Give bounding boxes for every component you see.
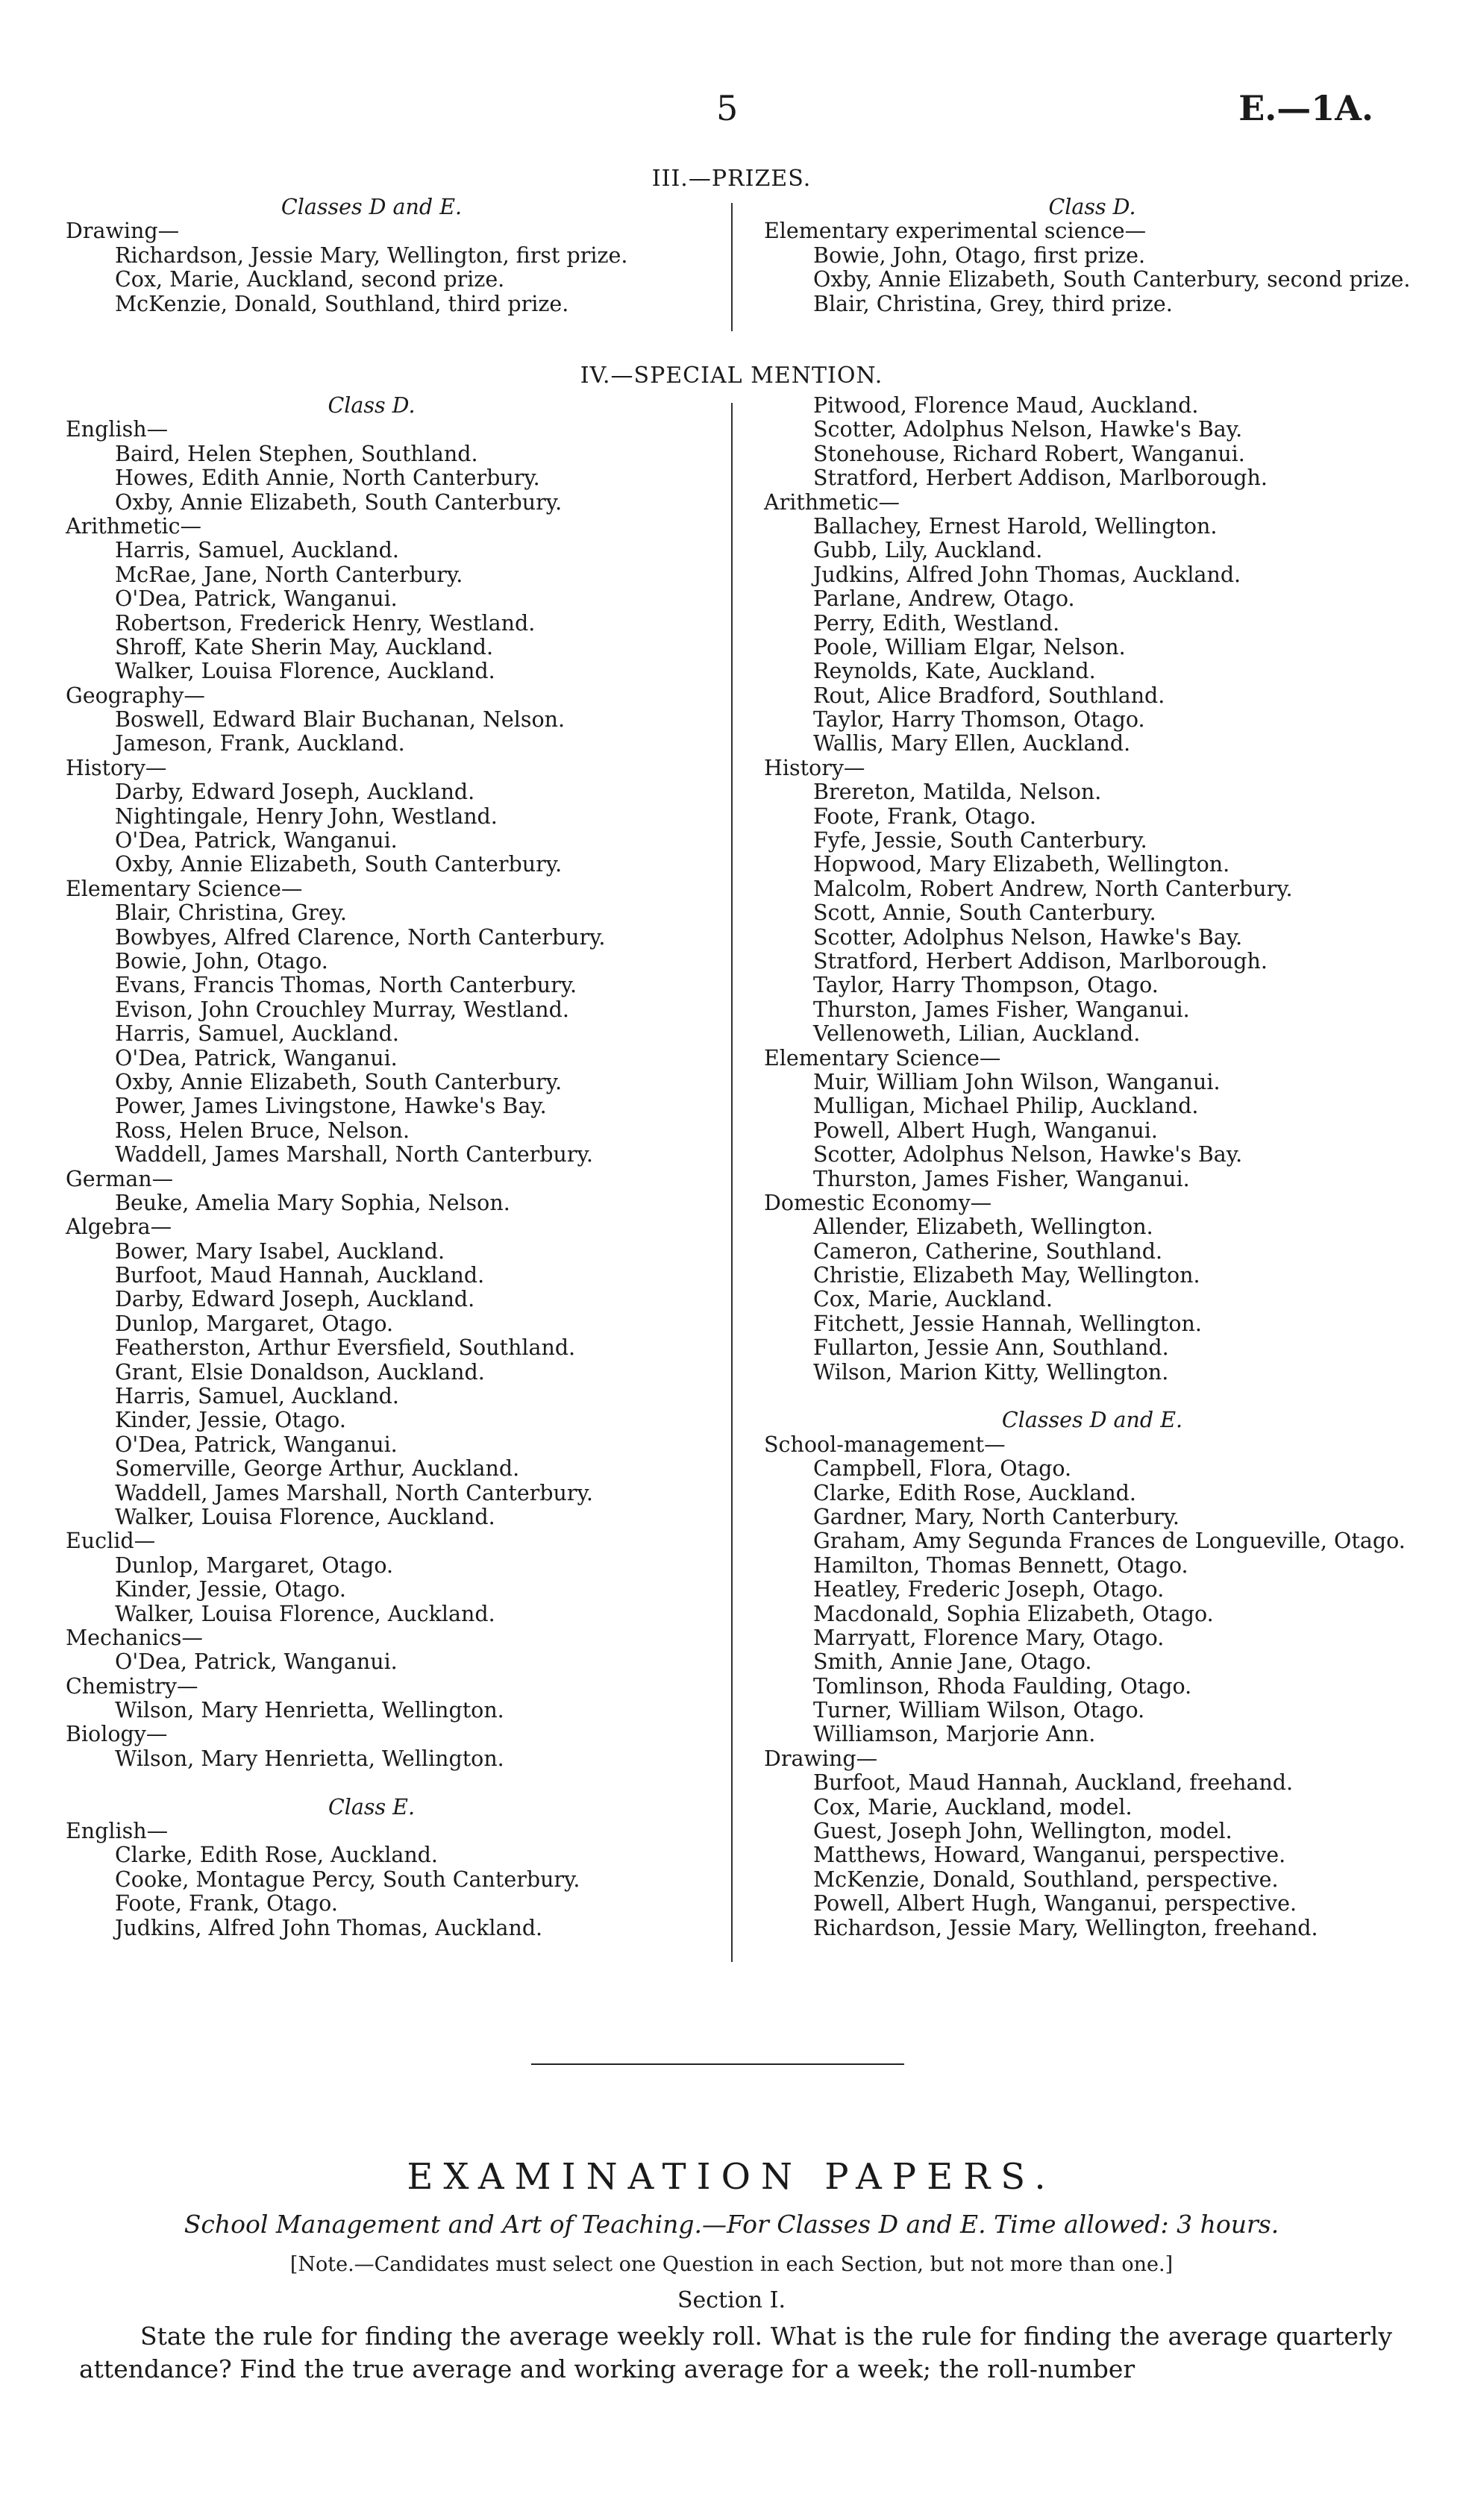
name-entry: Walker, Louisa Florence, Auckland. [115, 659, 495, 684]
spacer [66, 1771, 677, 1795]
subject-heading: Geography— [66, 683, 205, 708]
name-entry: Heatley, Frederic Joseph, Otago. [813, 1577, 1165, 1602]
name-entry: Poole, William Elgar, Nelson. [813, 634, 1126, 659]
subject-heading: School-management— [764, 1432, 1006, 1457]
name-entry: Powell, Albert Hugh, Wanganui. [813, 1118, 1158, 1143]
name-entry: Macdonald, Sophia Elizabeth, Otago. [813, 1601, 1214, 1626]
exam-section-heading: Section I. [677, 2287, 786, 2313]
name-entry: Oxby, Annie Elizabeth, South Canterbury. [115, 489, 563, 515]
name-entry: Tomlinson, Rhoda Faulding, Otago. [813, 1673, 1192, 1699]
name-entry: Robertson, Frederick Henry, Westland. [115, 610, 536, 636]
name-entry: Judkins, Alfred John Thomas, Auckland. [813, 562, 1241, 587]
name-entry: O'Dea, Patrick, Wanganui. [115, 1045, 398, 1071]
name-entry: Shroff, Kate Sherin May, Auckland. [115, 634, 494, 659]
name-entry: Foote, Frank, Otago. [115, 1891, 338, 1916]
name-entry: Ross, Helen Bruce, Nelson. [115, 1118, 410, 1143]
name-entry: Taylor, Harry Thompson, Otago. [813, 973, 1159, 998]
subject-heading: Biology— [66, 1722, 168, 1747]
subject-heading: English— [66, 417, 169, 442]
exam-question-paragraph [79, 2320, 1392, 2386]
name-entry: Wilson, Marion Kitty, Wellington. [813, 1359, 1169, 1385]
name-entry: Cox, Marie, Auckland. [813, 1287, 1053, 1312]
name-entry: Richardson, Jessie Mary, Wellington, freehand. [813, 1915, 1318, 1940]
name-entry: Cox, Marie, Auckland, model. [813, 1794, 1133, 1820]
name-entry: Rout, Alice Bradford, Southland. [813, 683, 1165, 708]
name-entry: Graham, Amy Segunda Frances de Longueville, Otago. [813, 1529, 1406, 1554]
name-entry: Gardner, Mary, North Canterbury. [813, 1504, 1180, 1529]
name-entry: Boswell, Edward Blair Buchanan, Nelson. [115, 707, 566, 733]
name-entry: Cameron, Catherine, Southland. [813, 1238, 1163, 1264]
name-entry: Stonehouse, Richard Robert, Wanganui. [813, 441, 1245, 466]
page-number: 5 [716, 88, 739, 128]
name-entry: Somerville, George Arthur, Auckland. [115, 1456, 520, 1482]
name-entry: Matthews, Howard, Wanganui, perspective. [813, 1843, 1286, 1868]
class-heading: Class D. [1048, 195, 1136, 219]
name-entry: O'Dea, Patrick, Wanganui. [115, 1649, 398, 1675]
name-entry: Hopwood, Mary Elizabeth, Wellington. [813, 852, 1230, 877]
exam-question-text: State the rule for finding the average weekly roll. What is the rule for finding the average quarterly attendance? Find the true average and working average for a week; the roll-number [79, 2322, 1392, 2383]
name-entry: Parlane, Andrew, Otago. [813, 586, 1075, 612]
subject-heading: Chemistry— [66, 1673, 198, 1699]
prizes-right-column [764, 195, 1420, 316]
name-entry: Muir, William John Wilson, Wanganui. [813, 1069, 1221, 1094]
name-entry: Harris, Samuel, Auckland. [115, 538, 399, 563]
exam-subtitle: School Management and Art of Teaching.—For Classes D and E. Time allowed: 3 hours. [184, 2210, 1279, 2239]
name-entry: Perry, Edith, Westland. [813, 610, 1060, 636]
special-mention-divider [731, 403, 733, 1962]
name-entry: Scott, Annie, South Canterbury. [813, 900, 1156, 926]
name-entry: Foote, Frank, Otago. [813, 803, 1036, 829]
name-entry: Waddell, James Marshall, North Canterbury. [115, 1142, 593, 1167]
special-mention-heading: IV.—SPECIAL MENTION. [580, 363, 883, 389]
name-entry: Williamson, Marjorie Ann. [813, 1722, 1096, 1747]
name-entry: Darby, Edward Joseph, Auckland. [115, 780, 475, 805]
name-entry: Ballachey, Ernest Harold, Wellington. [813, 513, 1218, 539]
name-entry: Thurston, James Fisher, Wanganui. [813, 1166, 1190, 1191]
name-entry: Evison, John Crouchley Murray, Westland. [115, 997, 569, 1022]
name-entry: Taylor, Harry Thomson, Otago. [813, 707, 1145, 733]
name-entry: O'Dea, Patrick, Wanganui. [115, 586, 398, 612]
name-entry: Turner, William Wilson, Otago. [813, 1698, 1145, 1723]
subject-heading: History— [764, 755, 865, 780]
name-entry: Wallis, Mary Ellen, Auckland. [813, 731, 1131, 756]
name-entry: Fitchett, Jessie Hannah, Wellington. [813, 1311, 1202, 1336]
class-heading: Classes D and E. [281, 195, 463, 219]
name-entry: Richardson, Jessie Mary, Wellington, first prize. [115, 242, 628, 268]
name-entry: Bower, Mary Isabel, Auckland. [115, 1238, 445, 1264]
name-entry: Clarke, Edith Rose, Auckland. [813, 1480, 1136, 1505]
name-entry: Pitwood, Florence Maud, Auckland. [813, 393, 1199, 418]
name-entry: Darby, Edward Joseph, Auckland. [115, 1287, 475, 1312]
subject-heading: History— [66, 755, 167, 780]
subject-heading: Drawing— [66, 219, 180, 244]
name-entry: Cox, Marie, Auckland, second prize. [115, 267, 505, 292]
section-rule [531, 2063, 904, 2065]
name-entry: McRae, Jane, North Canterbury. [115, 562, 463, 587]
subject-heading: Elementary experimental science— [764, 219, 1147, 244]
subject-heading: German— [66, 1166, 174, 1191]
name-entry: Cooke, Montague Percy, South Canterbury. [115, 1867, 580, 1892]
name-entry: Gubb, Lily, Auckland. [813, 538, 1043, 563]
name-entry: Smith, Annie Jane, Otago. [813, 1649, 1092, 1675]
subject-heading: Euclid— [66, 1529, 156, 1554]
name-entry: Blair, Christina, Grey, third prize. [813, 291, 1173, 316]
subject-heading: Domestic Economy— [764, 1190, 992, 1215]
name-entry: Kinder, Jessie, Otago. [115, 1577, 346, 1602]
document-reference: E.—1A. [1238, 88, 1373, 128]
class-heading: Class E. [328, 1794, 416, 1820]
name-entry: Howes, Edith Annie, North Canterbury. [115, 466, 540, 491]
name-entry: Walker, Louisa Florence, Auckland. [115, 1601, 495, 1626]
name-entry: Harris, Samuel, Auckland. [115, 1384, 399, 1409]
name-entry: Waddell, James Marshall, North Canterbury. [115, 1480, 593, 1505]
prizes-divider [731, 203, 733, 331]
name-entry: Guest, Joseph John, Wellington, model. [813, 1819, 1232, 1844]
name-entry: Power, James Livingstone, Hawke's Bay. [115, 1094, 547, 1119]
name-entry: Wilson, Mary Henrietta, Wellington. [115, 1746, 504, 1771]
name-entry: Fyfe, Jessie, South Canterbury. [813, 828, 1147, 853]
name-entry: Hamilton, Thomas Bennett, Otago. [813, 1552, 1188, 1578]
name-entry: O'Dea, Patrick, Wanganui. [115, 1432, 398, 1457]
name-entry: Walker, Louisa Florence, Auckland. [115, 1504, 495, 1529]
name-entry: Scotter, Adolphus Nelson, Hawke's Bay. [813, 417, 1243, 442]
name-entry: O'Dea, Patrick, Wanganui. [115, 828, 398, 853]
name-entry: Jameson, Frank, Auckland. [115, 731, 405, 756]
name-entry: Dunlop, Margaret, Otago. [115, 1552, 394, 1578]
subject-heading: Mechanics— [66, 1625, 203, 1650]
subject-heading: Algebra— [66, 1214, 172, 1240]
name-entry: Judkins, Alfred John Thomas, Auckland. [115, 1915, 543, 1940]
prizes-heading: III.—PRIZES. [651, 166, 812, 192]
name-entry: Malcolm, Robert Andrew, North Canterbury. [813, 876, 1293, 901]
name-entry: Mulligan, Michael Philip, Auckland. [813, 1094, 1199, 1119]
name-entry: Bowie, John, Otago. [115, 948, 328, 974]
name-entry: Clarke, Edith Rose, Auckland. [115, 1843, 438, 1868]
name-entry: Vellenoweth, Lilian, Auckland. [813, 1021, 1141, 1047]
special-mention-right-column [764, 394, 1420, 1940]
name-entry: Harris, Samuel, Auckland. [115, 1021, 399, 1047]
name-entry: Fullarton, Jessie Ann, Southland. [813, 1335, 1169, 1361]
name-entry: Stratford, Herbert Addison, Marlborough. [813, 948, 1268, 974]
name-entry: Burfoot, Maud Hannah, Auckland. [115, 1263, 485, 1288]
name-entry: Blair, Christina, Grey. [115, 900, 347, 926]
name-entry: Bowbyes, Alfred Clarence, North Canterbury. [115, 924, 606, 950]
name-entry: Oxby, Annie Elizabeth, South Canterbury. [115, 852, 563, 877]
subject-heading: Arithmetic— [66, 513, 202, 539]
name-entry: Featherston, Arthur Eversfield, Southland. [115, 1335, 576, 1361]
name-entry: Kinder, Jessie, Otago. [115, 1408, 346, 1433]
name-entry: Campbell, Flora, Otago. [813, 1456, 1072, 1482]
name-entry: Grant, Elsie Donaldson, Auckland. [115, 1359, 485, 1385]
class-heading: Class D. [328, 393, 416, 418]
name-entry: Reynolds, Kate, Auckland. [813, 659, 1096, 684]
name-entry: Christie, Elizabeth May, Wellington. [813, 1263, 1200, 1288]
name-entry: Scotter, Adolphus Nelson, Hawke's Bay. [813, 1142, 1243, 1167]
name-entry: Dunlop, Margaret, Otago. [115, 1311, 394, 1336]
subject-heading: Drawing— [764, 1746, 878, 1771]
name-entry: Beuke, Amelia Mary Sophia, Nelson. [115, 1190, 510, 1215]
name-entry: McKenzie, Donald, Southland, third prize. [115, 291, 569, 316]
class-heading: Classes D and E. [1001, 1408, 1183, 1433]
name-entry: Stratford, Herbert Addison, Marlborough. [813, 466, 1268, 491]
subject-heading: Arithmetic— [764, 489, 900, 515]
prizes-left-column [66, 195, 677, 316]
name-entry: Allender, Elizabeth, Wellington. [813, 1214, 1153, 1240]
subject-heading: Elementary Science— [764, 1045, 1001, 1071]
subject-heading: Elementary Science— [66, 876, 303, 901]
name-entry: Thurston, James Fisher, Wanganui. [813, 997, 1190, 1022]
spacer [764, 1385, 1420, 1408]
name-entry: Scotter, Adolphus Nelson, Hawke's Bay. [813, 924, 1243, 950]
special-mention-left-column [66, 394, 677, 1940]
name-entry: McKenzie, Donald, Southland, perspective. [813, 1867, 1279, 1892]
name-entry: Burfoot, Maud Hannah, Auckland, freehand. [813, 1770, 1294, 1796]
name-entry: Bowie, John, Otago, first prize. [813, 242, 1146, 268]
name-entry: Oxby, Annie Elizabeth, South Canterbury. [115, 1069, 563, 1094]
name-entry: Brereton, Matilda, Nelson. [813, 780, 1102, 805]
name-entry: Nightingale, Henry John, Westland. [115, 803, 498, 829]
exam-title: EXAMINATION PAPERS. [407, 2156, 1056, 2198]
name-entry: Powell, Albert Hugh, Wanganui, perspective. [813, 1891, 1297, 1916]
name-entry: Evans, Francis Thomas, North Canterbury. [115, 973, 577, 998]
name-entry: Wilson, Mary Henrietta, Wellington. [115, 1698, 504, 1723]
name-entry: Oxby, Annie Elizabeth, South Canterbury, second prize. [813, 267, 1411, 292]
name-entry: Marryatt, Florence Mary, Otago. [813, 1625, 1165, 1650]
name-entry: Baird, Helen Stephen, Southland. [115, 441, 478, 466]
subject-heading: English— [66, 1819, 169, 1844]
exam-note: [Note.—Candidates must select one Question in each Section, but not more than one.] [289, 2253, 1174, 2276]
